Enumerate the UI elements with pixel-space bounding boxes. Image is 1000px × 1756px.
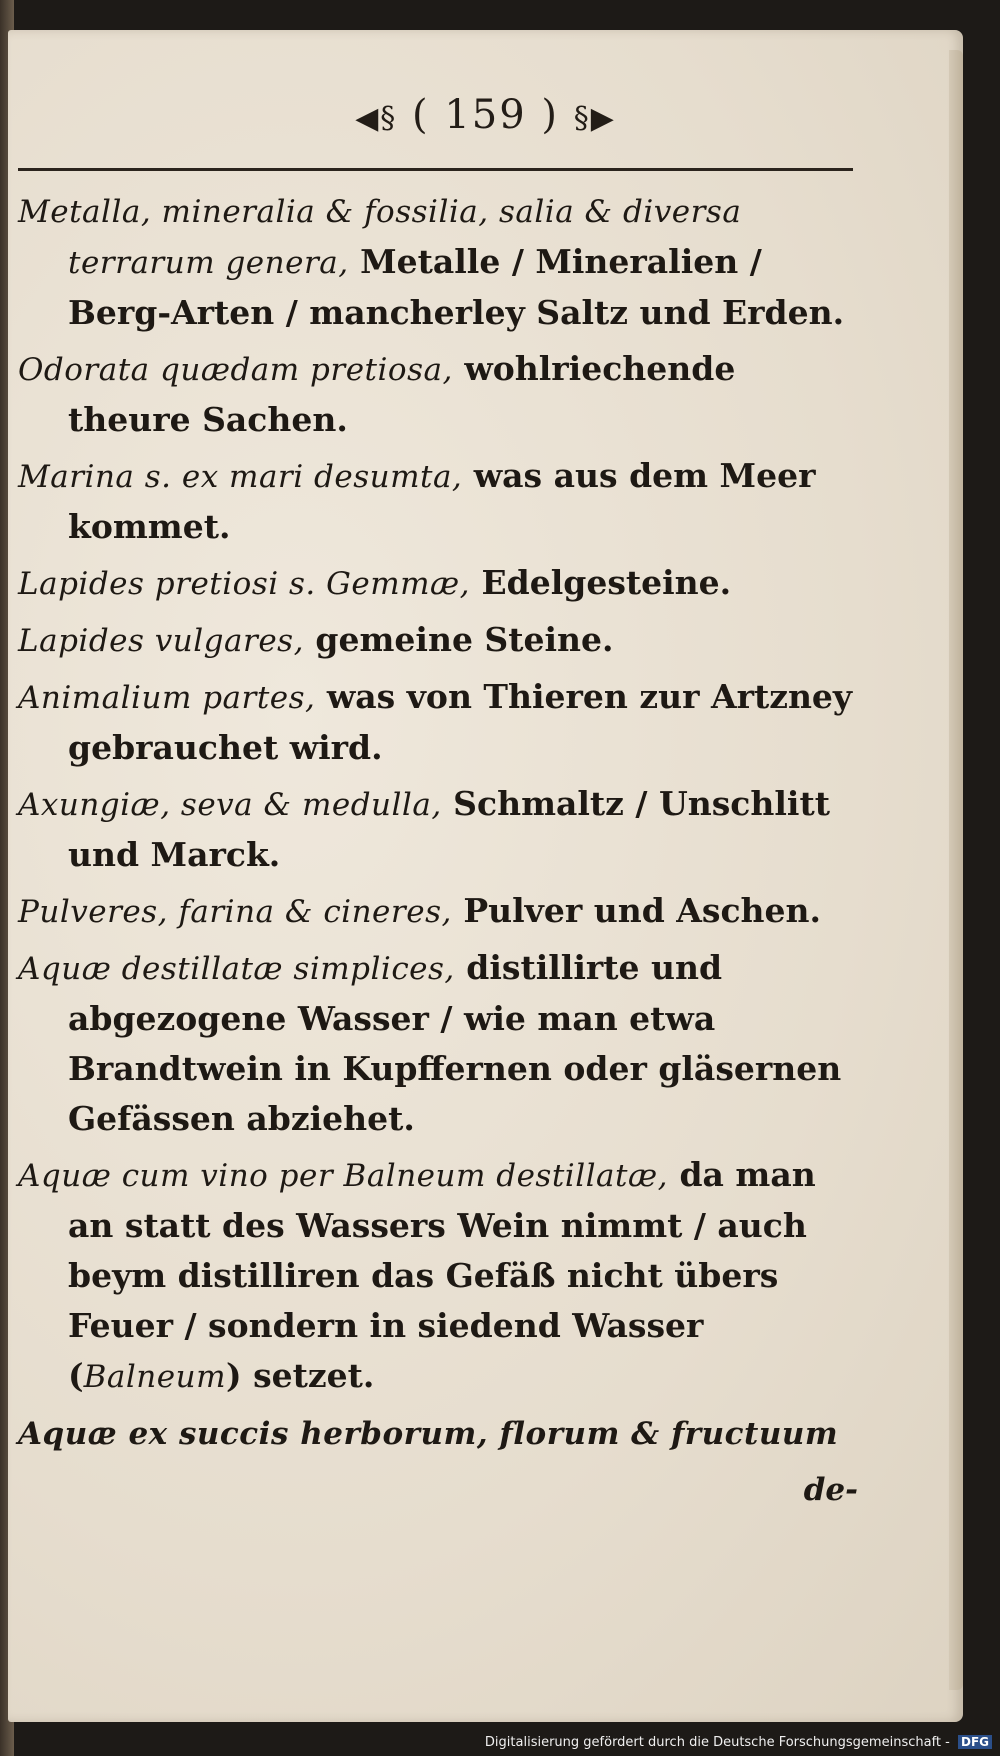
entry <box>18 886 858 937</box>
entry <box>18 451 858 552</box>
entry-latin: Odorata quædam pretiosa, <box>18 352 453 388</box>
entry-latin: Aquæ destillatæ simplices, <box>18 951 455 987</box>
entry <box>18 344 858 445</box>
entry-german: da man an statt des Wassers Wein nimmt / auch beym distilliren das Gefäß nicht übers Feuer / sondern in siedend Wasser ( <box>68 1155 816 1395</box>
ornament-left-icon: ◀§ <box>355 101 398 136</box>
entry <box>18 186 858 338</box>
entry-german: distillirte und abgezogene Wasser / wie man etwa Brandtwein in Kupffernen oder gläsernen Gefässen abziehet. <box>68 948 842 1138</box>
entry-german: Edelgesteine. <box>470 563 732 602</box>
book-page <box>8 30 963 1722</box>
entry-latin: Animalium partes, <box>18 680 316 716</box>
entry-german: wohlriechende theure Sachen. <box>68 349 736 439</box>
catchword: de- <box>803 1472 858 1508</box>
entry-latin: Axungiæ, seva & medulla, <box>18 787 442 823</box>
entry-latin: Aquæ cum vino per Balneum destillatæ, <box>18 1158 668 1194</box>
page-edge <box>949 50 963 1690</box>
entry <box>18 779 858 880</box>
entry-latin: Marina s. ex mari desumta, <box>18 459 463 495</box>
footer-text: Digitalisierung gefördert durch die Deutsche Forschungsgemeinschaft - <box>484 1735 950 1750</box>
entry <box>18 943 858 1144</box>
entry-german-after: ) setzet. <box>225 1356 375 1395</box>
entry <box>18 672 858 773</box>
entry <box>18 1150 858 1402</box>
entry-latin: Aquæ ex succis herborum, florum & fructuum <box>18 1416 839 1452</box>
page-number: ( 159 ) <box>412 92 559 138</box>
entry-german: Metalle / Mineralien / Berg-Arten / mancherley Saltz und Erden. <box>68 242 845 332</box>
dfg-logo: DFG <box>958 1735 992 1749</box>
entry-german: was aus dem Meer kommet. <box>68 456 816 546</box>
ornament-right-icon: §▶ <box>573 101 616 136</box>
entry-german: was von Thieren zur Artzney gebrauchet wird. <box>68 677 853 767</box>
entry-german: Schmaltz / Unschlitt und Marck. <box>68 784 830 874</box>
entry-latin: Pulveres, farina & cineres, <box>18 894 452 930</box>
entry-latin: Lapides vulgares, <box>18 623 304 659</box>
entry-latin: Metalla, mineralia & fossilia, salia & diversa terrarum genera, <box>18 194 742 281</box>
entry-latin: Lapides pretiosi s. Gemmæ, <box>18 566 471 602</box>
entry-inline-latin: Balneum <box>83 1359 226 1395</box>
entry-german: gemeine Steine. <box>303 620 614 659</box>
entry <box>18 1408 858 1459</box>
digitization-footer <box>0 1735 992 1750</box>
entry-german: Pulver und Aschen. <box>451 891 822 930</box>
header-rule <box>18 168 853 171</box>
entry <box>18 615 858 666</box>
page-header <box>8 92 963 138</box>
entry <box>18 558 858 609</box>
page-text <box>18 186 858 1515</box>
